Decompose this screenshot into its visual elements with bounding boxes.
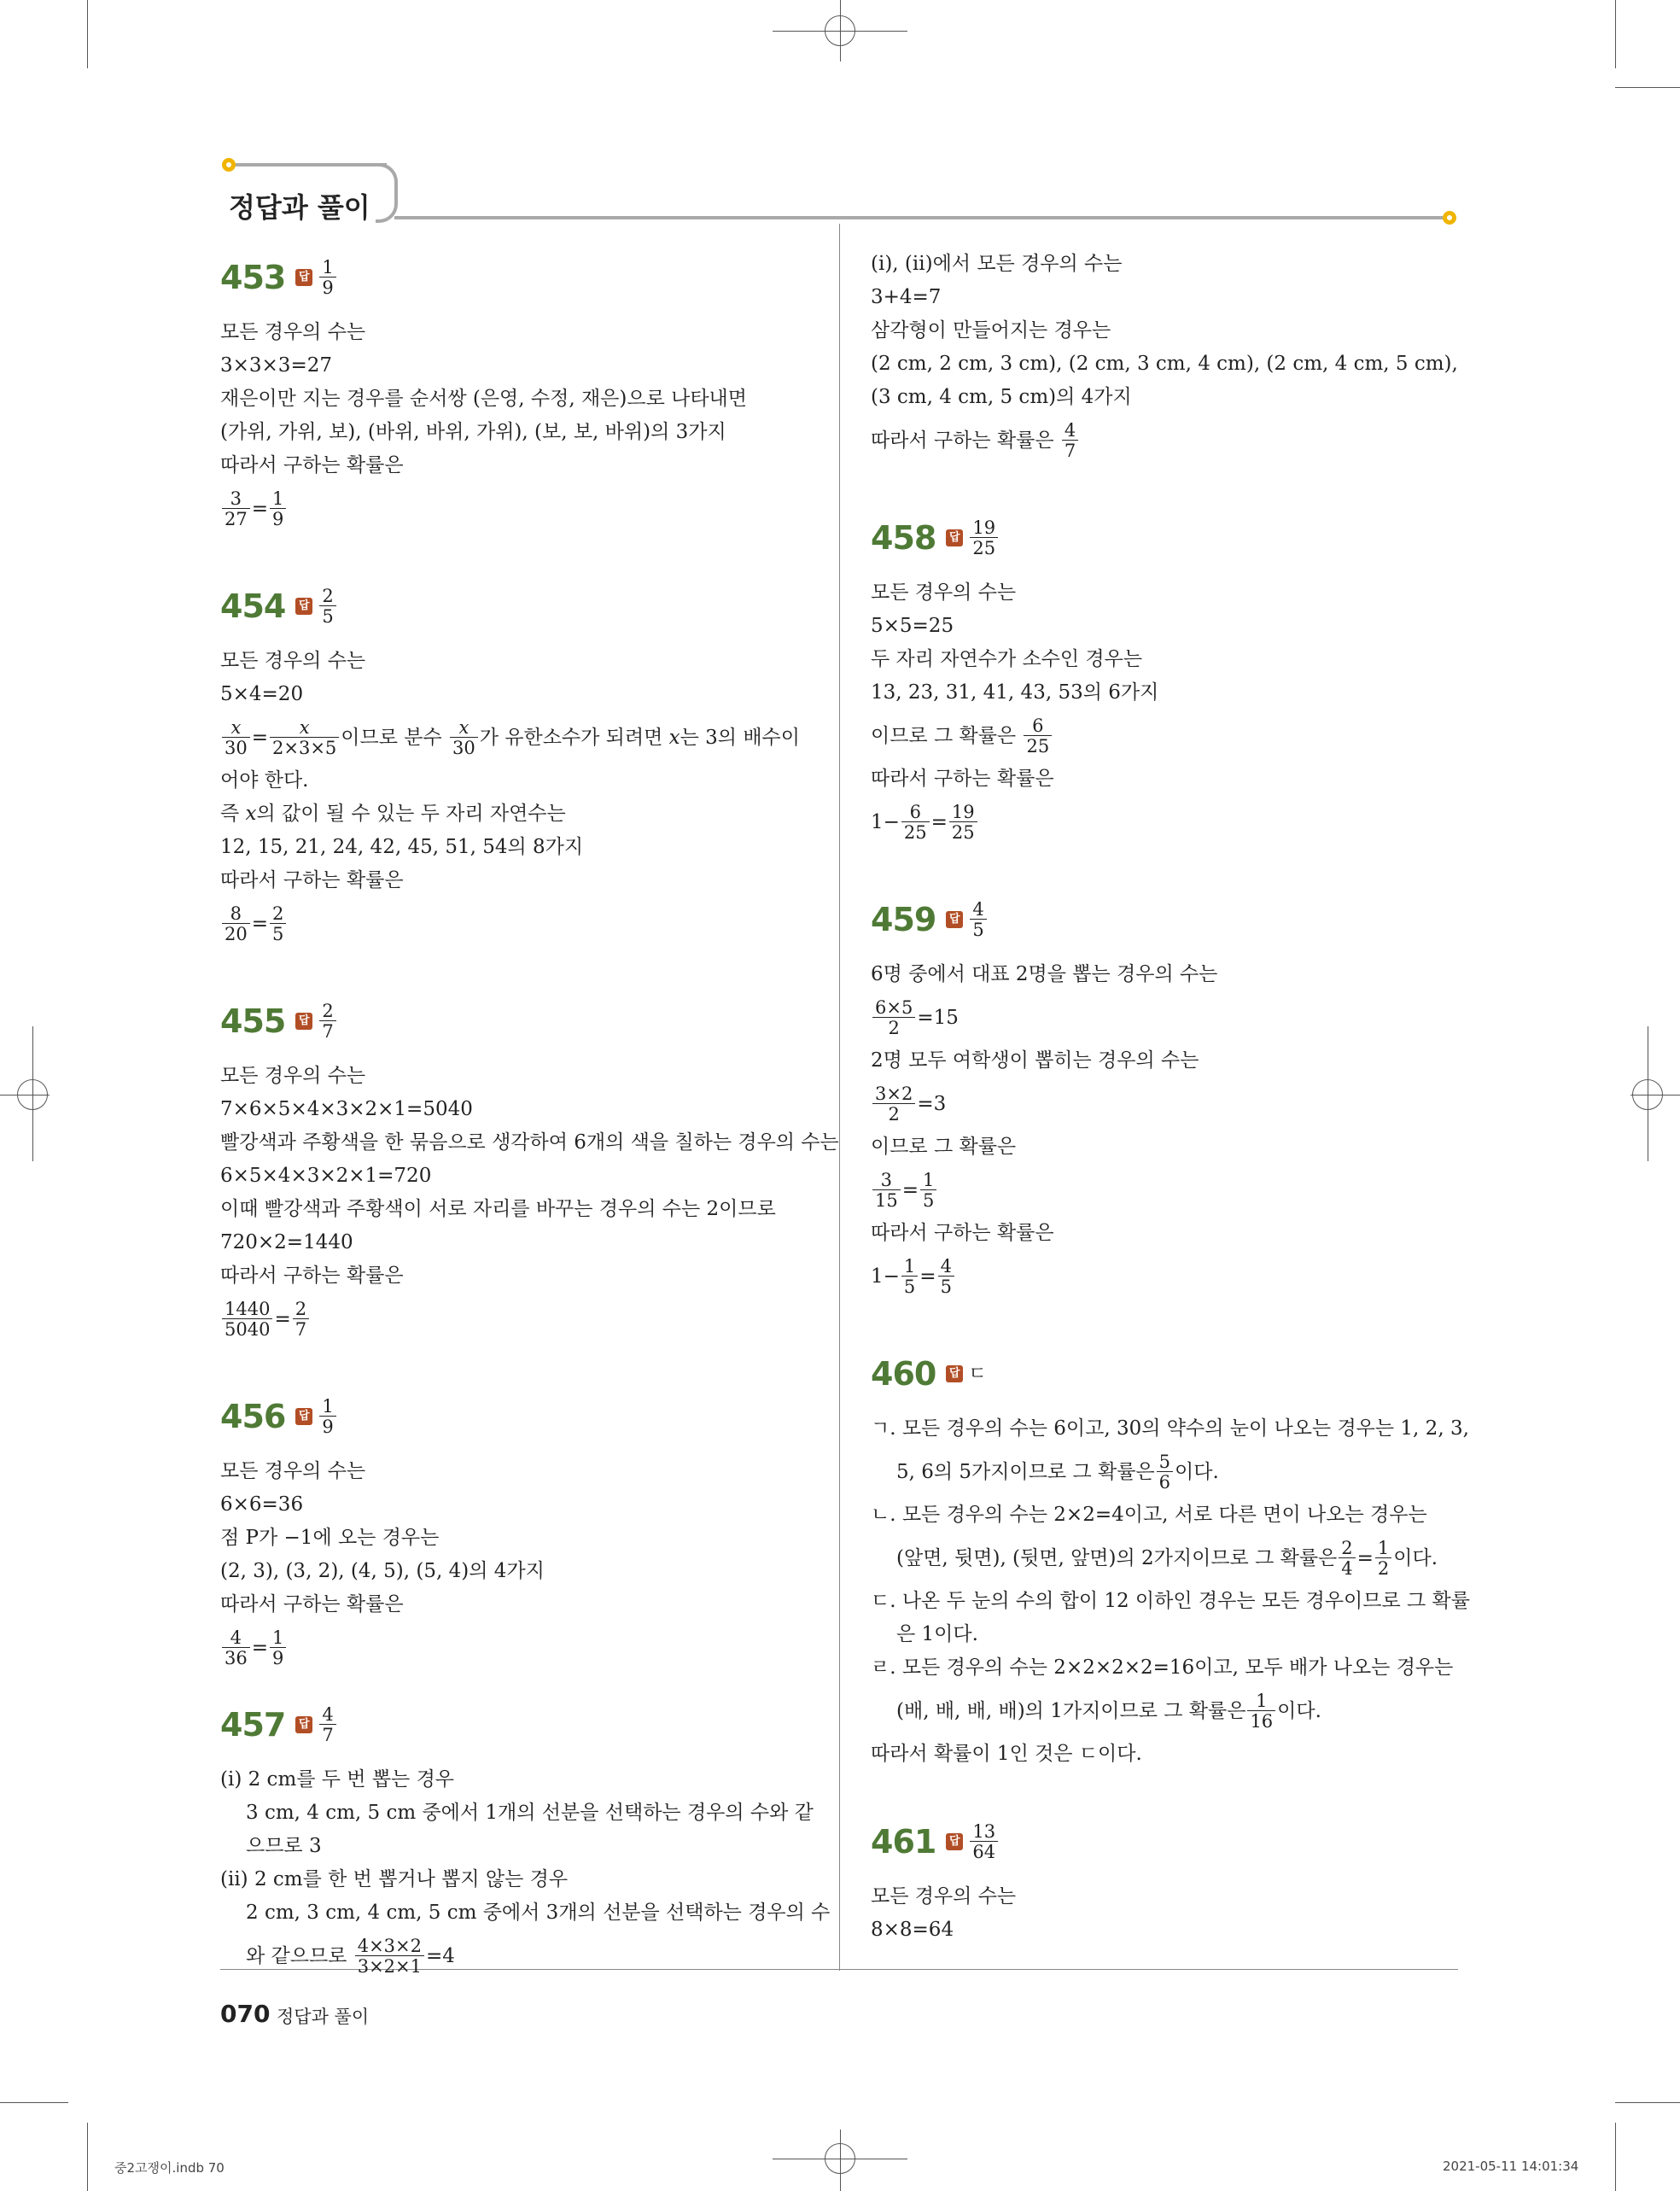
registration-mark [825,15,855,46]
column-divider [839,224,840,1971]
answer-badge: 답 [946,911,963,928]
solution-line: (ⅱ) 2 cm를 한 번 뽑거나 뽑지 않는 경우 [220,1868,569,1890]
answer-fraction: $\frac{2}{7}$ [319,1002,335,1041]
solution-line: 모든 경우의 수는 [871,1885,1017,1908]
answer-badge: 답 [295,1408,312,1425]
solution-line: 따라서 구하는 확률은 [871,1222,1054,1244]
solution-line: 5×5=25 [871,615,954,637]
crop-mark [0,2102,68,2103]
solution-line: 2명 모두 여학생이 뽑히는 경우의 수는 [871,1049,1199,1072]
solution-line: 모든 경우의 수는 [220,1460,366,1482]
answer-fraction: $\frac{4}{5}$ [970,901,986,939]
solution-line: 5×4=20 [220,683,304,705]
problem-header [220,1387,818,1446]
solution-line: 빨강색과 주황색을 한 묶음으로 생각하여 6개의 색을 칠하는 경우의 수는 [220,1131,839,1154]
solution-line: 12, 15, 21, 24, 42, 45, 51, 54의 8가지 [220,836,584,858]
answer-fraction: $\frac{2}{5}$ [319,587,335,626]
answer-fraction: $\frac{4}{7}$ [319,1706,335,1744]
problem-number: 455 [220,1002,286,1040]
solution-formula: $\frac{3\times 2}{2}$ =3 [871,1078,1468,1131]
problem-header [871,508,1468,568]
solution-line: 모든 경우의 수는 [220,1065,366,1087]
problem-number: 457 [220,1705,286,1744]
registration-mark [17,1079,48,1110]
problem-number: 460 [871,1354,936,1393]
solution-line: 모든 경우의 수는 [871,581,1017,604]
solution-line: 이므로 그 확률은 [871,1136,1017,1158]
solution-formula: $\frac{x}{30}$ = $\frac{x}{2\times 3\times 5}$ 이므로 분수 $\frac{x}{30}$ 가 유한소수가 되려면 x 는 3의 배수이 [220,711,818,764]
solution-line: ㄹ. 모든 경우의 수는 2×2×2×2=16이고, 모두 배가 나오는 경우는 [871,1656,1454,1679]
solution-line: 삼각형이 만들어지는 경우는 [871,319,1111,342]
solution-formula: 와 같으므로 $\frac{4\times 3\times 2}{3\times 2\times 1}$ =4 [246,1935,455,1977]
solution-line: 2 cm, 3 cm, 4 cm, 5 cm 중에서 3개의 선분을 선택하는 경우의 수 [246,1902,831,1924]
solution-line: 따라서 구하는 확률은 [871,768,1054,790]
solution-line: ㄴ. 모든 경우의 수는 2×2=4이고, 서로 다른 면이 나오는 경우는 [871,1504,1427,1526]
solution-line: 따라서 구하는 확률은 [220,1593,404,1615]
answer-badge: 답 [295,1013,312,1030]
solution-formula: 따라서 구하는 확률은 $\frac{4}{7}$ [871,414,1468,467]
problem-number: 459 [871,900,936,938]
header-rule-bottom [394,216,1444,219]
solution-line: 따라서 구하는 확률은 [220,869,404,891]
problem-number: 456 [220,1397,286,1435]
problem-456 [220,1387,818,1674]
problem-453 [220,248,818,535]
problem-459 [871,890,1468,1303]
solution-formula: $\frac{1440}{5040}$ = $\frac{2}{7}$ [220,1293,818,1346]
problem-457 [220,1695,831,1983]
problem-header [220,576,818,636]
solution-line: (ⅰ), (ⅱ)에서 모든 경우의 수는 [871,253,1123,275]
solution-formula: $\frac{3}{15}$ = $\frac{1}{5}$ [871,1164,1468,1217]
problem-header [871,890,1468,949]
solution-line: 즉 x의 값이 될 수 있는 두 자리 자연수는 [220,803,566,825]
solution-line: (2 cm, 2 cm, 3 cm), (2 cm, 3 cm, 4 cm), (2 cm, 4 cm, 5 cm), [871,353,1458,375]
problem-header [220,248,818,307]
answer-badge: 답 [295,1716,312,1733]
solution-formula: $\frac{3}{27}$ = $\frac{1}{9}$ [220,482,818,535]
print-slug-date: 2021-05-11 14:01:34 [1443,2159,1579,2174]
answer-fraction: $\frac{1}{9}$ [319,259,335,297]
answer-badge: 답 [946,1365,963,1382]
crop-mark [1615,0,1616,68]
crop-mark [1615,87,1680,88]
problem-header [871,1812,1468,1872]
registration-mark [1632,1079,1663,1110]
solution-line: (2, 3), (3, 2), (4, 5), (5, 4)의 4가지 [220,1560,545,1582]
solution-formula: 1− $\frac{6}{25}$ = $\frac{19}{25}$ [871,796,1468,849]
solution-formula: 5, 6의 5가지이므로 그 확률은 $\frac{5}{6}$ 이다. [896,1451,1219,1493]
solution-formula: (앞면, 뒷면), (뒷면, 앞면)의 2가지이므로 그 확률은 $\frac{2}{4}$ = $\frac{1}{2}$ 이다. [896,1537,1438,1579]
solution-line: 6×5×4×3×2×1=720 [220,1165,432,1187]
crop-mark [87,2123,88,2191]
problem-number: 453 [220,258,286,296]
answer-badge: 답 [946,1833,963,1850]
solution-line: 은 1이다. [896,1623,978,1645]
crop-mark [87,0,88,68]
solution-line: 따라서 구하는 확률은 [220,454,404,476]
answer-fraction: $\frac{19}{25}$ [970,519,998,558]
registration-mark [825,2143,855,2174]
crop-mark [1615,2123,1616,2191]
solution-formula: 이므로 그 확률은 $\frac{6}{25}$ [871,710,1468,762]
solution-line: 6×6=36 [220,1493,304,1516]
right-column [871,248,1468,1947]
answer-fraction: $\frac{1}{9}$ [319,1398,335,1436]
solution-formula: (배, 배, 배, 배)의 1가지이므로 그 확률은 $\frac{1}{16}$ 이다. [896,1690,1321,1732]
solution-line: 두 자리 자연수가 소수인 경우는 [871,648,1143,670]
problem-454 [220,576,818,950]
problem-header [220,1695,818,1755]
crop-mark [1615,2102,1680,2103]
footer-label: 정답과 풀이 [277,2007,370,2027]
page-header-title: 정답과 풀이 [229,191,370,224]
solution-formula: $\frac{4}{36}$ = $\frac{1}{9}$ [220,1621,818,1674]
header-rule-bend [376,163,398,223]
left-column [220,248,839,1983]
answer-fraction: $\frac{13}{64}$ [970,1823,998,1861]
problem-header [220,991,818,1051]
answer-badge: 답 [295,598,312,615]
solution-formula: $\frac{8}{20}$ = $\frac{2}{5}$ [220,897,818,950]
solution-line: 8×8=64 [871,1919,954,1941]
solution-line: 3 cm, 4 cm, 5 cm 중에서 1개의 선분을 선택하는 경우의 수와 같 [246,1802,814,1824]
print-slug-file: 중2고쟁이.indb 70 [114,2160,225,2176]
solution-line: 따라서 구하는 확률은 [220,1265,404,1287]
problem-number: 461 [871,1822,936,1861]
solution-formula: 1− $\frac{1}{5}$ = $\frac{4}{5}$ [871,1250,1468,1303]
solution-line: ㄷ. 나온 두 눈의 수의 합이 12 이하인 경우는 모든 경우이므로 그 확률 [871,1590,1470,1612]
problem-460 [871,1344,1468,1771]
solution-line: 7×6×5×4×3×2×1=5040 [220,1098,473,1120]
solution-line: 6명 중에서 대표 2명을 뽑는 경우의 수는 [871,963,1218,985]
solution-line: 3+4=7 [871,286,942,308]
solution-line: 점 P가 −1에 오는 경우는 [220,1527,440,1549]
solution-formula: $\frac{6\times 5}{2}$ =15 [871,991,1468,1044]
problem-header [871,1344,1468,1404]
solution-line: (ⅰ) 2 cm를 두 번 뽑는 경우 [220,1768,455,1791]
solution-line: 재은이만 지는 경우를 순서쌍 (은영, 수정, 재은)으로 나타내면 [220,388,747,410]
problem-457-continued [871,248,1468,467]
problem-461 [871,1812,1468,1947]
header-rule-top [229,163,387,167]
problem-455 [220,991,839,1346]
solution-line: (3 cm, 4 cm, 5 cm)의 4가지 [871,386,1132,408]
answer-badge: 답 [946,529,963,546]
solution-line: 720×2=1440 [220,1231,353,1253]
solution-line: 3×3×3=27 [220,354,332,377]
problem-number: 458 [871,518,936,557]
header-dot-right [1443,211,1456,225]
problem-458 [871,508,1468,849]
solution-line: 13, 23, 31, 41, 43, 53의 6가지 [871,681,1159,704]
solution-line: (가위, 가위, 보), (바위, 바위, 가위), (보, 보, 바위)의 3가지 [220,421,726,443]
problem-number: 454 [220,587,286,625]
answer-badge: 답 [295,269,312,286]
solution-line: 따라서 확률이 1인 것은 ㄷ이다. [871,1743,1142,1765]
solution-line: ㄱ. 모든 경우의 수는 6이고, 30의 약수의 눈이 나오는 경우는 1, 2, 3, [871,1417,1469,1440]
solution-line: 어야 한다. [220,769,309,792]
answer-text: ㄷ [968,1363,987,1385]
solution-line: 모든 경우의 수는 [220,321,366,343]
page-number: 070 [220,2000,271,2028]
header-dot-left [222,158,236,172]
solution-line: 이때 빨강색과 주황색이 서로 자리를 바꾸는 경우의 수는 2이므로 [220,1198,776,1220]
solution-line: 모든 경우의 수는 [220,650,366,672]
solution-line: 으므로 3 [246,1835,322,1857]
